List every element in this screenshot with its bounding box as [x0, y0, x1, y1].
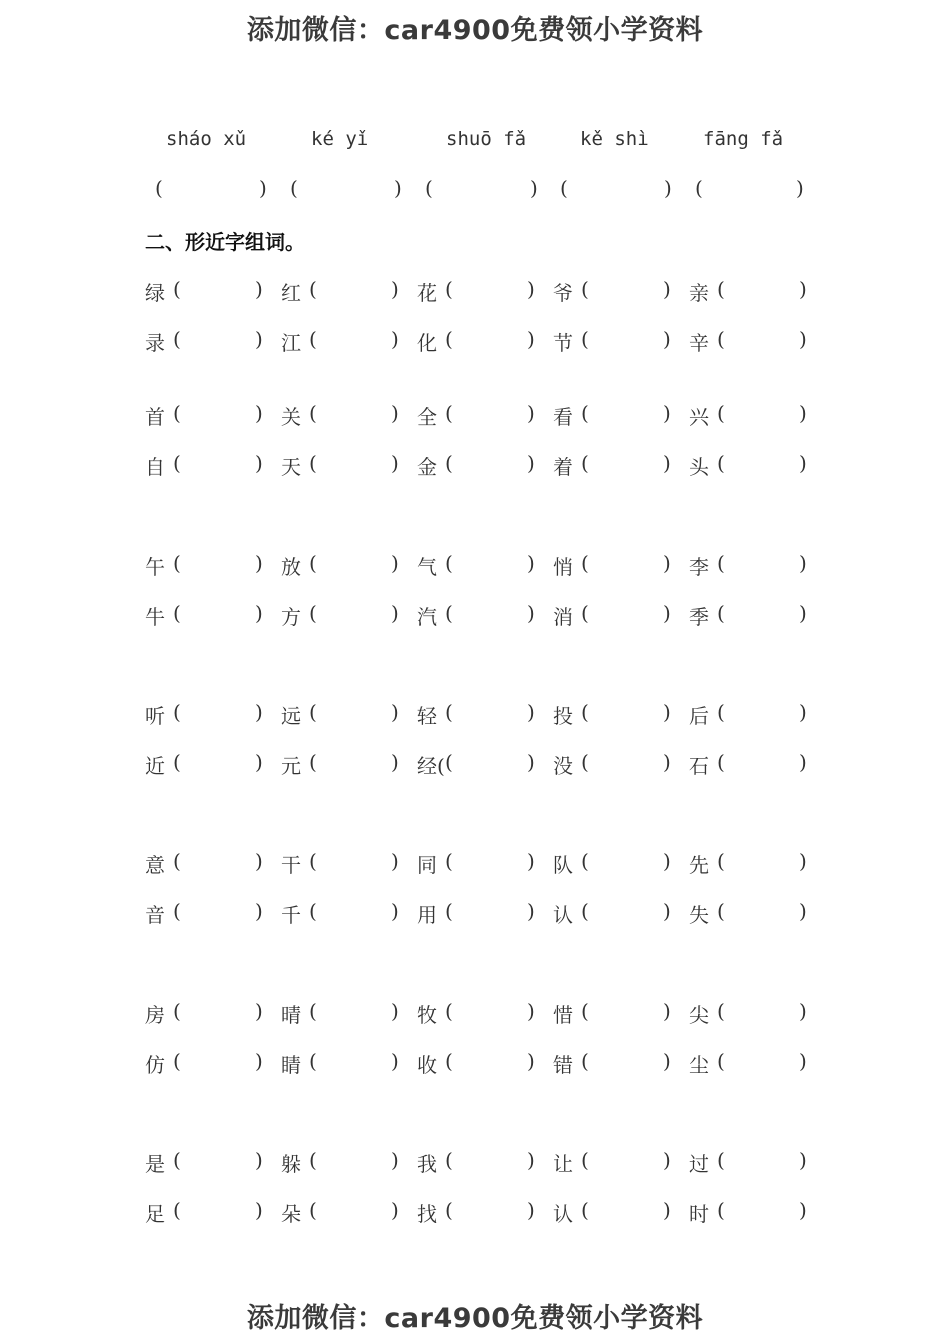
- close-paren: ): [799, 700, 807, 724]
- word-cell: [145, 999, 263, 1028]
- character: 睛: [281, 1053, 301, 1077]
- close-paren: ): [663, 1049, 671, 1073]
- word-cell: [145, 451, 263, 480]
- open-paren: (: [581, 401, 589, 425]
- word-cell: [145, 1148, 263, 1177]
- open-paren: (: [581, 750, 589, 774]
- answer-close-paren: ): [530, 176, 538, 200]
- character: 花: [417, 281, 437, 305]
- close-paren: ): [663, 999, 671, 1023]
- word-cell: [689, 327, 807, 356]
- close-paren: ): [255, 601, 263, 625]
- close-paren: ): [527, 849, 535, 873]
- word-cell: [145, 327, 263, 356]
- character: 悄: [553, 555, 573, 579]
- close-paren: ): [391, 1049, 399, 1073]
- close-paren: ): [391, 1198, 399, 1222]
- word-cell: [689, 451, 807, 480]
- close-paren: ): [255, 1198, 263, 1222]
- open-paren: (: [309, 999, 317, 1023]
- character: 节: [553, 331, 573, 355]
- close-paren: ): [255, 401, 263, 425]
- character: 金: [417, 455, 437, 479]
- character: 爷: [553, 281, 573, 305]
- close-paren: ): [663, 277, 671, 301]
- character: 江: [281, 331, 301, 355]
- close-paren: ): [255, 1148, 263, 1172]
- open-paren: (: [717, 750, 725, 774]
- character: 仿: [145, 1053, 165, 1077]
- character: 干: [281, 853, 301, 877]
- close-paren: ): [255, 849, 263, 873]
- character: 化: [417, 331, 437, 355]
- close-paren: ): [255, 451, 263, 475]
- word-cell: [689, 750, 807, 779]
- character: 牛: [145, 605, 165, 629]
- character: 红: [281, 281, 301, 305]
- character: 足: [145, 1202, 165, 1226]
- open-paren: (: [445, 551, 453, 575]
- word-cell: [417, 999, 535, 1028]
- open-paren: (: [717, 1198, 725, 1222]
- answer-open-paren: (: [425, 176, 433, 200]
- word-cell: [417, 1198, 535, 1227]
- character: 放: [281, 555, 301, 579]
- close-paren: ): [391, 899, 399, 923]
- character: 是: [145, 1152, 165, 1176]
- character: 全: [417, 405, 437, 429]
- word-cell: [553, 700, 671, 729]
- word-cell: [281, 601, 399, 630]
- open-paren: (: [445, 999, 453, 1023]
- open-paren: (: [173, 551, 181, 575]
- close-paren: ): [255, 899, 263, 923]
- close-paren: ): [527, 700, 535, 724]
- word-cell: [689, 277, 807, 306]
- open-paren: (: [309, 451, 317, 475]
- open-paren: (: [173, 700, 181, 724]
- word-cell: [281, 551, 399, 580]
- close-paren: ): [663, 750, 671, 774]
- character: 首: [145, 405, 165, 429]
- open-paren: (: [581, 1198, 589, 1222]
- word-cell: [281, 750, 399, 779]
- word-cell: [553, 401, 671, 430]
- word-cell: [281, 700, 399, 729]
- word-cell: [417, 401, 535, 430]
- open-paren: (: [717, 999, 725, 1023]
- open-paren: (: [581, 700, 589, 724]
- close-paren: ): [255, 999, 263, 1023]
- character: 亲: [689, 281, 709, 305]
- open-paren: (: [717, 277, 725, 301]
- answer-close-paren: ): [259, 176, 267, 200]
- word-cell: [417, 451, 535, 480]
- word-cell: [553, 601, 671, 630]
- open-paren: (: [309, 700, 317, 724]
- pinyin-4: kě shì: [580, 128, 649, 150]
- open-paren: (: [581, 451, 589, 475]
- character: 后: [689, 704, 709, 728]
- word-cell: [417, 700, 535, 729]
- close-paren: ): [255, 327, 263, 351]
- close-paren: ): [527, 750, 535, 774]
- open-paren: (: [173, 849, 181, 873]
- word-cell: [281, 277, 399, 306]
- open-paren: (: [717, 899, 725, 923]
- word-cell: [553, 849, 671, 878]
- close-paren: ): [391, 451, 399, 475]
- open-paren: (: [173, 999, 181, 1023]
- open-paren: (: [717, 1049, 725, 1073]
- word-cell: [689, 899, 807, 928]
- close-paren: ): [799, 1148, 807, 1172]
- open-paren: (: [309, 601, 317, 625]
- word-cell: [553, 1049, 671, 1078]
- open-paren: (: [717, 601, 725, 625]
- open-paren: (: [445, 849, 453, 873]
- word-cell: [281, 1198, 399, 1227]
- word-cell: [281, 849, 399, 878]
- word-cell: [553, 750, 671, 779]
- open-paren: (: [717, 551, 725, 575]
- open-paren: (: [173, 277, 181, 301]
- answer-open-paren: (: [290, 176, 298, 200]
- character: 轻: [417, 704, 437, 728]
- close-paren: ): [799, 551, 807, 575]
- word-cell: [553, 1148, 671, 1177]
- character: 听: [145, 704, 165, 728]
- character: 惜: [553, 1003, 573, 1027]
- answer-close-paren: ): [664, 176, 672, 200]
- character: 经(: [417, 754, 445, 778]
- character: 着: [553, 455, 573, 479]
- close-paren: ): [663, 327, 671, 351]
- close-paren: ): [799, 1049, 807, 1073]
- close-paren: ): [663, 551, 671, 575]
- close-paren: ): [527, 401, 535, 425]
- word-cell: [417, 601, 535, 630]
- open-paren: (: [445, 1148, 453, 1172]
- word-cell: [145, 277, 263, 306]
- pinyin-2: ké yǐ: [311, 128, 369, 150]
- word-cell: [553, 899, 671, 928]
- word-cell: [145, 750, 263, 779]
- close-paren: ): [527, 999, 535, 1023]
- character: 让: [553, 1152, 573, 1176]
- open-paren: (: [581, 1049, 589, 1073]
- word-cell: [417, 1148, 535, 1177]
- character: 关: [281, 405, 301, 429]
- character: 看: [553, 405, 573, 429]
- pinyin-3: shuō fǎ: [446, 128, 527, 150]
- close-paren: ): [799, 401, 807, 425]
- close-paren: ): [255, 750, 263, 774]
- open-paren: (: [581, 1148, 589, 1172]
- word-cell: [417, 277, 535, 306]
- word-cell: [689, 551, 807, 580]
- close-paren: ): [799, 750, 807, 774]
- character: 尖: [689, 1003, 709, 1027]
- open-paren: (: [309, 899, 317, 923]
- character: 认: [553, 903, 573, 927]
- close-paren: ): [663, 1198, 671, 1222]
- character: 辛: [689, 331, 709, 355]
- character: 兴: [689, 405, 709, 429]
- character: 气: [417, 555, 437, 579]
- close-paren: ): [527, 1148, 535, 1172]
- open-paren: (: [581, 327, 589, 351]
- word-cell: [145, 1198, 263, 1227]
- word-cell: [145, 849, 263, 878]
- close-paren: ): [527, 1049, 535, 1073]
- open-paren: (: [173, 601, 181, 625]
- open-paren: (: [309, 551, 317, 575]
- word-cell: [145, 551, 263, 580]
- close-paren: ): [391, 327, 399, 351]
- character: 季: [689, 605, 709, 629]
- character: 音: [145, 903, 165, 927]
- character: 自: [145, 455, 165, 479]
- open-paren: (: [445, 401, 453, 425]
- open-paren: (: [173, 899, 181, 923]
- character: 房: [145, 1003, 165, 1027]
- open-paren: (: [717, 451, 725, 475]
- word-cell: [417, 849, 535, 878]
- close-paren: ): [391, 601, 399, 625]
- close-paren: ): [527, 327, 535, 351]
- close-paren: ): [391, 849, 399, 873]
- character: 消: [553, 605, 573, 629]
- open-paren: (: [173, 327, 181, 351]
- character: 找: [417, 1202, 437, 1226]
- open-paren: (: [309, 750, 317, 774]
- close-paren: ): [799, 1198, 807, 1222]
- close-paren: ): [799, 849, 807, 873]
- open-paren: (: [717, 1148, 725, 1172]
- answer-close-paren: ): [394, 176, 402, 200]
- word-cell: [553, 999, 671, 1028]
- word-cell: [689, 1198, 807, 1227]
- character: 李: [689, 555, 709, 579]
- close-paren: ): [255, 551, 263, 575]
- word-cell: [417, 1049, 535, 1078]
- character: 朵: [281, 1202, 301, 1226]
- close-paren: ): [255, 700, 263, 724]
- word-cell: [553, 327, 671, 356]
- word-cell: [281, 1148, 399, 1177]
- word-cell: [145, 899, 263, 928]
- open-paren: (: [445, 327, 453, 351]
- open-paren: (: [581, 999, 589, 1023]
- word-cell: [417, 899, 535, 928]
- open-paren: (: [717, 849, 725, 873]
- answer-open-paren: (: [155, 176, 163, 200]
- word-cell: [281, 401, 399, 430]
- answer-open-paren: (: [560, 176, 568, 200]
- character: 远: [281, 704, 301, 728]
- character: 晴: [281, 1003, 301, 1027]
- open-paren: (: [309, 1148, 317, 1172]
- open-paren: (: [173, 1148, 181, 1172]
- open-paren: (: [581, 277, 589, 301]
- close-paren: ): [391, 551, 399, 575]
- close-paren: ): [255, 277, 263, 301]
- character: 录: [145, 331, 165, 355]
- word-cell: [145, 700, 263, 729]
- open-paren: (: [173, 451, 181, 475]
- open-paren: (: [309, 277, 317, 301]
- word-cell: [145, 601, 263, 630]
- open-paren: (: [445, 700, 453, 724]
- top-faded-line: [0, 46, 950, 56]
- word-cell: [417, 750, 535, 779]
- section-title: 二、形近字组词。: [145, 230, 305, 254]
- close-paren: ): [799, 327, 807, 351]
- word-cell: [553, 1198, 671, 1227]
- top-banner: 添加微信：car4900免费领小学资料: [246, 15, 704, 46]
- close-paren: ): [391, 999, 399, 1023]
- word-cell: [281, 999, 399, 1028]
- character: 意: [145, 853, 165, 877]
- open-paren: (: [309, 1049, 317, 1073]
- character: 躲: [281, 1152, 301, 1176]
- close-paren: ): [391, 750, 399, 774]
- close-paren: ): [799, 601, 807, 625]
- open-paren: (: [309, 327, 317, 351]
- close-paren: ): [527, 1198, 535, 1222]
- character: 同: [417, 853, 437, 877]
- word-cell: [689, 1148, 807, 1177]
- word-cell: [281, 1049, 399, 1078]
- open-paren: (: [581, 849, 589, 873]
- open-paren: (: [173, 401, 181, 425]
- character: 牧: [417, 1003, 437, 1027]
- open-paren: (: [173, 1198, 181, 1222]
- open-paren: (: [717, 401, 725, 425]
- close-paren: ): [391, 401, 399, 425]
- word-cell: [417, 551, 535, 580]
- open-paren: (: [445, 899, 453, 923]
- word-cell: [281, 327, 399, 356]
- character: 天: [281, 455, 301, 479]
- character: 过: [689, 1152, 709, 1176]
- open-paren: (: [445, 277, 453, 301]
- open-paren: (: [581, 899, 589, 923]
- character: 头: [689, 455, 709, 479]
- character: 失: [689, 903, 709, 927]
- character: 先: [689, 853, 709, 877]
- open-paren: (: [445, 601, 453, 625]
- close-paren: ): [663, 451, 671, 475]
- close-paren: ): [527, 551, 535, 575]
- character: 收: [417, 1053, 437, 1077]
- word-cell: [553, 277, 671, 306]
- pinyin-1: sháo xǔ: [166, 128, 247, 150]
- character: 千: [281, 903, 301, 927]
- word-cell: [689, 999, 807, 1028]
- open-paren: (: [717, 700, 725, 724]
- open-paren: (: [445, 750, 453, 774]
- open-paren: (: [173, 750, 181, 774]
- character: 近: [145, 754, 165, 778]
- character: 队: [553, 853, 573, 877]
- close-paren: ): [391, 277, 399, 301]
- close-paren: ): [799, 899, 807, 923]
- character: 方: [281, 605, 301, 629]
- character: 没: [553, 754, 573, 778]
- word-cell: [689, 849, 807, 878]
- character: 投: [553, 704, 573, 728]
- word-cell: [417, 327, 535, 356]
- bottom-banner: 添加微信：car4900免费领小学资料: [246, 1303, 704, 1334]
- open-paren: (: [581, 551, 589, 575]
- character: 汽: [417, 605, 437, 629]
- word-cell: [281, 451, 399, 480]
- close-paren: ): [799, 277, 807, 301]
- character: 时: [689, 1202, 709, 1226]
- answer-close-paren: ): [796, 176, 804, 200]
- close-paren: ): [663, 601, 671, 625]
- close-paren: ): [663, 899, 671, 923]
- close-paren: ): [663, 1148, 671, 1172]
- open-paren: (: [445, 1198, 453, 1222]
- close-paren: ): [391, 1148, 399, 1172]
- close-paren: ): [255, 1049, 263, 1073]
- word-cell: [553, 551, 671, 580]
- character: 午: [145, 555, 165, 579]
- pinyin-5: fāng fǎ: [703, 128, 784, 150]
- character: 我: [417, 1152, 437, 1176]
- open-paren: (: [173, 1049, 181, 1073]
- word-cell: [281, 899, 399, 928]
- open-paren: (: [717, 327, 725, 351]
- character: 尘: [689, 1053, 709, 1077]
- close-paren: ): [391, 700, 399, 724]
- close-paren: ): [527, 451, 535, 475]
- close-paren: ): [527, 899, 535, 923]
- open-paren: (: [581, 601, 589, 625]
- word-cell: [145, 401, 263, 430]
- character: 元: [281, 754, 301, 778]
- word-cell: [689, 1049, 807, 1078]
- close-paren: ): [799, 999, 807, 1023]
- word-cell: [145, 1049, 263, 1078]
- open-paren: (: [309, 1198, 317, 1222]
- word-cell: [689, 401, 807, 430]
- character: 绿: [145, 281, 165, 305]
- close-paren: ): [663, 849, 671, 873]
- character: 用: [417, 903, 437, 927]
- answer-open-paren: (: [695, 176, 703, 200]
- close-paren: ): [663, 700, 671, 724]
- close-paren: ): [663, 401, 671, 425]
- open-paren: (: [309, 849, 317, 873]
- open-paren: (: [445, 1049, 453, 1073]
- close-paren: ): [527, 277, 535, 301]
- character: 石: [689, 754, 709, 778]
- open-paren: (: [309, 401, 317, 425]
- close-paren: ): [799, 451, 807, 475]
- close-paren: ): [527, 601, 535, 625]
- character: 认: [553, 1202, 573, 1226]
- word-cell: [689, 601, 807, 630]
- open-paren: (: [445, 451, 453, 475]
- word-cell: [553, 451, 671, 480]
- word-cell: [689, 700, 807, 729]
- character: 错: [553, 1053, 573, 1077]
